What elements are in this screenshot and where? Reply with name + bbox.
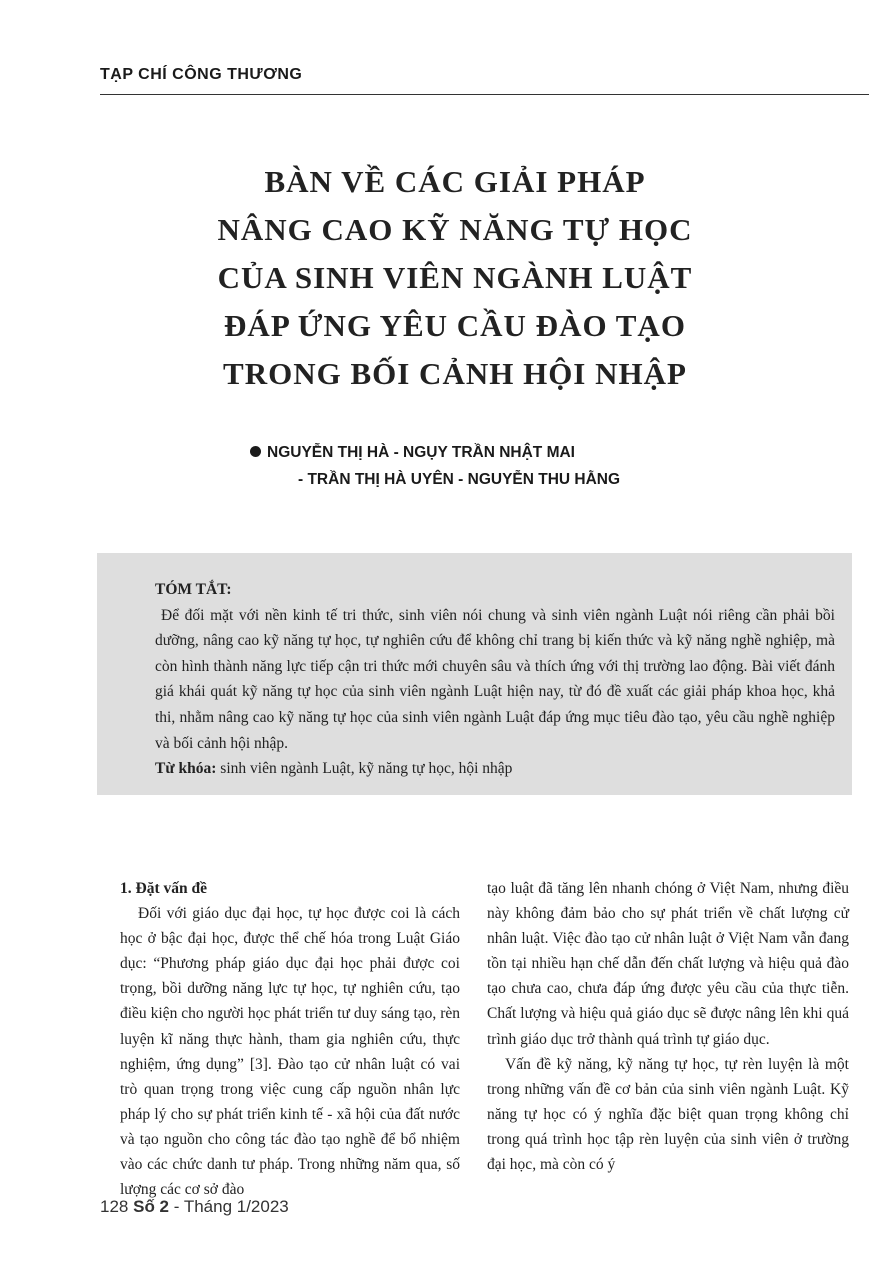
paragraph: tạo luật đã tăng lên nhanh chóng ở Việt Nam, nhưng điều này không đảm bảo cho sự phát triển về chất lượng cử nhân luật. Việc đào tạo cử nhân luật ở Việt Nam vẫn đang tồn tại nhiều hạn chế dẫn đến chất lượng và hiệu quả đào tạo chưa cao, chưa đáp ứng được yêu cầu của thực tiễn. Chất lượng và hiệu quả giáo dục sẽ được nâng lên khi quá trình giáo dục trở thành quá trình tự giáo dục. xyxy=(487,880,849,1048)
abstract-body: Để đối mặt với nền kinh tế tri thức, sinh viên nói chung và sinh viên ngành Luật nói riêng cần phải bồi dưỡng, nâng cao kỹ năng tự học, tự nghiên cứu để không chỉ trang bị kiến thức và kỹ năng nghề nghiệp, mà còn hình thành năng lực tiếp cận tri thức mới chuyên sâu và thích ứng với thị trường lao động. Bài viết đánh giá khái quát kỹ năng tự học của sinh viên ngành Luật hiện nay, từ đó đề xuất các giải pháp khoa học, khả thi, nhằm nâng cao kỹ năng tự học của sinh viên ngành Luật đáp ứng mục tiêu đào tạo, yêu cầu nghề nghiệp và bối cảnh hội nhập. xyxy=(155,606,835,752)
title-line: ĐÁP ỨNG YÊU CẦU ĐÀO TẠO xyxy=(224,308,686,343)
authors-text: NGUYỄN THỊ HÀ - NGỤY TRẦN NHẬT MAI xyxy=(267,444,575,461)
paragraph: Đối với giáo dục đại học, tự học được coi là cách học ở bậc đại học, được thể chế hóa trong Luật Giáo dục: “Phương pháp giáo dục đại học phải được coi trọng, bồi dưỡng năng lực tự học, tự nghiên cứu, tạo điều kiện cho người học phát triển tư duy sáng tạo, rèn luyện kĩ năng thực hành, tham gia nghiên cứu, thực nghiệm, ứng dụng” [3]. Đào tạo cử nhân luật có vai trò quan trọng trong việc cung cấp nguồn nhân lực pháp lý cho sự phát triển kinh tế - xã hội của đất nước và tạo nguồn cho công tác đào tạo nghề để bổ nhiệm vào các chức danh tư pháp. Trong những năm qua, số lượng các cơ sở đào xyxy=(120,905,460,1199)
title-line: CỦA SINH VIÊN NGÀNH LUẬT xyxy=(217,260,693,295)
bullet-icon xyxy=(250,446,261,457)
keywords xyxy=(155,756,835,782)
title-line: TRONG BỐI CẢNH HỘI NHẬP xyxy=(223,356,687,391)
article-title xyxy=(120,158,790,398)
header-rule xyxy=(100,94,869,95)
right-column xyxy=(487,876,849,1177)
authors-line xyxy=(250,439,670,466)
page-footer xyxy=(100,1197,289,1217)
keywords-text: sinh viên ngành Luật, kỹ năng tự học, hội nhập xyxy=(216,760,513,778)
issue-date: - Tháng 1/2023 xyxy=(169,1197,289,1216)
authors xyxy=(250,439,670,493)
title-line: NÂNG CAO KỸ NĂNG TỰ HỌC xyxy=(217,212,693,247)
journal-name: TẠP CHÍ CÔNG THƯƠNG xyxy=(100,66,303,83)
page-number: 128 xyxy=(100,1197,129,1216)
abstract-content xyxy=(155,577,835,782)
abstract-box xyxy=(97,553,852,795)
keywords-label: Từ khóa: xyxy=(155,760,217,778)
issue-number: Số 2 xyxy=(133,1197,170,1216)
title-line: BÀN VỀ CÁC GIẢI PHÁP xyxy=(264,164,646,199)
paragraph: Vấn đề kỹ năng, kỹ năng tự học, tự rèn luyện là một trong những vấn đề cơ bản của sinh viên ngành Luật. Kỹ năng tự học có ý nghĩa đặc biệt quan trọng không chỉ trong quá trình học tập rèn luyện của sinh viên ở trường đại học, mà còn có ý xyxy=(487,1055,849,1174)
authors-line: - TRẦN THỊ HÀ UYÊN - NGUYỄN THU HẰNG xyxy=(298,471,621,488)
abstract-heading: TÓM TẮT: xyxy=(155,581,232,598)
left-column xyxy=(120,876,460,1202)
abstract-text xyxy=(155,603,835,757)
section-heading: 1. Đặt vấn đề xyxy=(120,880,207,897)
